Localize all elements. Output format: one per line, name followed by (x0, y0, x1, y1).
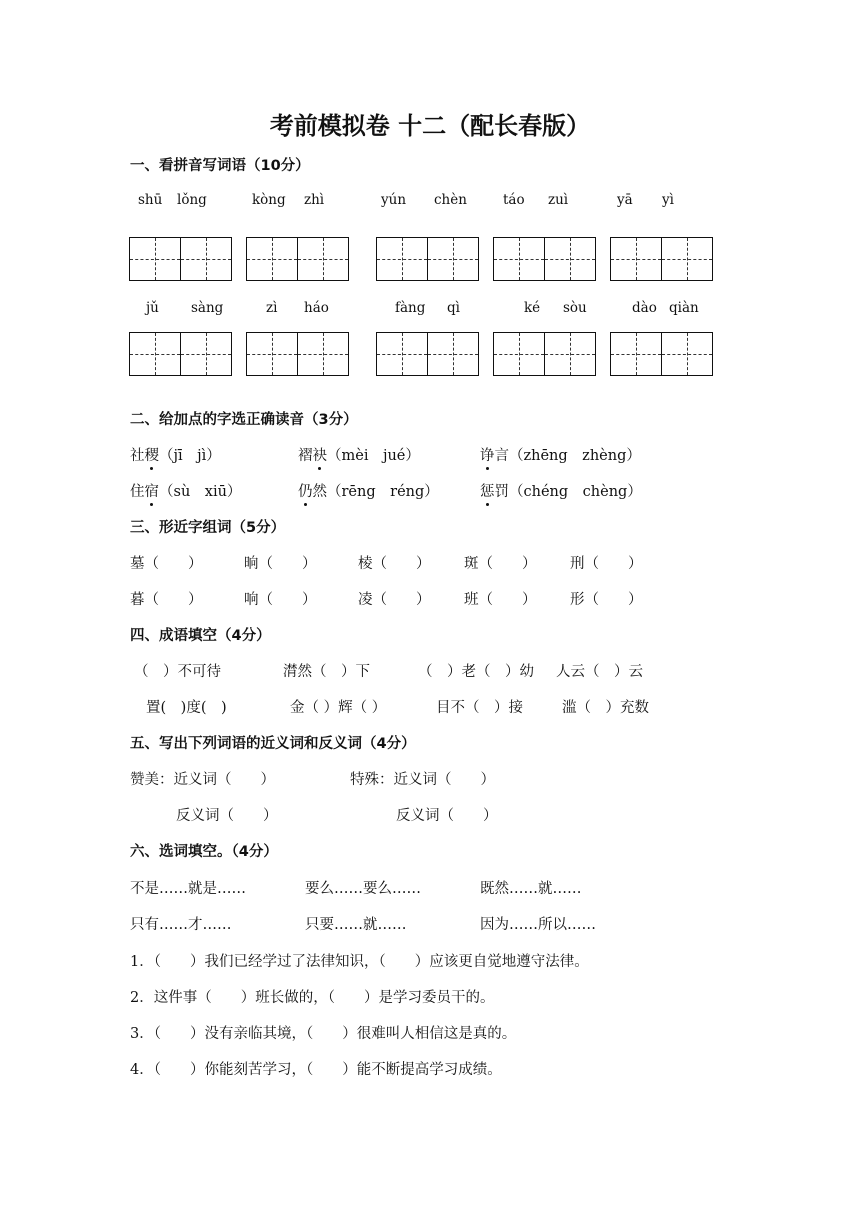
antonym-item: 反义词（ ） (176, 808, 278, 824)
idiom-item: 潸然（ ）下 (283, 664, 370, 680)
section-2-heading: 二、给加点的字选正确读音（3分） (130, 412, 358, 428)
reading-item: 住宿（sù xiū） (130, 480, 241, 501)
writing-grid[interactable] (129, 332, 232, 376)
word-item: 斑（ ） (464, 556, 537, 572)
question-item: 3．（ ）没有亲临其境，（ ）很难叫人相信这是真的。 (130, 1026, 517, 1042)
conjunction-option: 不是……就是…… (130, 881, 246, 897)
section-5-heading: 五、写出下列词语的近义词和反义词（4分） (130, 736, 416, 752)
dotted-char: 稷 (145, 444, 160, 465)
idiom-item: 置( )度( ) (146, 700, 227, 716)
reading-item: 诤言（zhēng zhèng） (480, 444, 641, 465)
pinyin: yì (662, 192, 674, 208)
writing-grid[interactable] (610, 237, 713, 281)
reading-item: 惩罚（chéng chèng） (480, 480, 642, 501)
pinyin: ké (524, 300, 541, 316)
pinyin: shū (138, 192, 163, 208)
dotted-char: 诤 (480, 444, 495, 465)
dotted-char: 仍 (298, 480, 313, 501)
word-item: 棱（ ） (358, 556, 431, 572)
pinyin: sàng (191, 300, 224, 316)
pinyin: fàng (395, 300, 426, 316)
pinyin: qiàn (669, 300, 699, 316)
idiom-item: （ ）老（ ）幼 (418, 664, 534, 680)
conjunction-option: 只有……才…… (130, 917, 232, 933)
pinyin: chèn (434, 192, 467, 208)
reading-item: 仍然（rēng réng） (298, 480, 439, 501)
conjunction-option: 要么……要么…… (305, 881, 421, 897)
word-item: 暮（ ） (130, 592, 203, 608)
word-item: 形（ ） (570, 592, 643, 608)
conjunction-option: 只要……就…… (305, 917, 407, 933)
pinyin: qì (447, 300, 460, 316)
writing-grid[interactable] (376, 332, 479, 376)
pinyin: háo (304, 300, 329, 316)
section-6-heading: 六、选词填空。（4分） (130, 844, 278, 860)
reading-item: 社稷（jī jì） (130, 444, 221, 465)
question-item: 4．（ ）你能刻苦学习，（ ）能不断提高学习成绩。 (130, 1062, 502, 1078)
pinyin: sòu (563, 300, 587, 316)
reading-item: 褶袂（mèi jué） (298, 444, 420, 465)
writing-grid[interactable] (246, 332, 349, 376)
section-1-heading: 一、看拼音写词语（10分） (130, 158, 310, 174)
writing-grid[interactable] (493, 237, 596, 281)
writing-grid[interactable] (493, 332, 596, 376)
pinyin: yún (381, 192, 407, 208)
word-item: 凌（ ） (358, 592, 431, 608)
pinyin: kòng (252, 192, 286, 208)
question-item: 2．这件事（ ）班长做的，（ ）是学习委员干的。 (130, 990, 495, 1006)
pinyin: zhì (304, 192, 325, 208)
synonym-item: 赞美：近义词（ ） (130, 772, 275, 788)
question-item: 1．（ ）我们已经学过了法律知识，（ ）应该更自觉地遵守法律。 (130, 954, 589, 970)
synonym-item: 特殊：近义词（ ） (350, 772, 495, 788)
page-title: 考前模拟卷 十二（配长春版） (269, 112, 591, 140)
writing-grid[interactable] (376, 237, 479, 281)
pinyin: yā (617, 192, 633, 208)
section-3-heading: 三、形近字组词（5分） (130, 520, 286, 536)
writing-grid[interactable] (129, 237, 232, 281)
dotted-char: 惩 (480, 480, 495, 501)
idiom-item: （ ）不可待 (134, 664, 221, 680)
writing-grid[interactable] (610, 332, 713, 376)
dotted-char: 袂 (313, 444, 328, 465)
word-item: 刑（ ） (570, 556, 643, 572)
idiom-item: 金（ ）辉（ ） (290, 700, 387, 716)
idiom-item: 滥（ ）充数 (562, 700, 649, 716)
writing-grid[interactable] (246, 237, 349, 281)
pinyin: táo (503, 192, 525, 208)
idiom-item: 目不（ ）接 (436, 700, 523, 716)
pinyin: zuì (548, 192, 569, 208)
dotted-char: 宿 (145, 480, 160, 501)
pinyin: dào (632, 300, 657, 316)
word-item: 晌（ ） (244, 556, 317, 572)
pinyin: zì (266, 300, 278, 316)
word-item: 班（ ） (464, 592, 537, 608)
pinyin: jǔ (146, 300, 159, 316)
word-item: 响（ ） (244, 592, 317, 608)
pinyin: lǒng (177, 192, 207, 208)
idiom-item: 人云（ ）云 (556, 664, 643, 680)
word-item: 墓（ ） (130, 556, 203, 572)
conjunction-option: 既然……就…… (480, 881, 582, 897)
section-4-heading: 四、成语填空（4分） (130, 628, 271, 644)
antonym-item: 反义词（ ） (396, 808, 498, 824)
conjunction-option: 因为……所以…… (480, 917, 596, 933)
